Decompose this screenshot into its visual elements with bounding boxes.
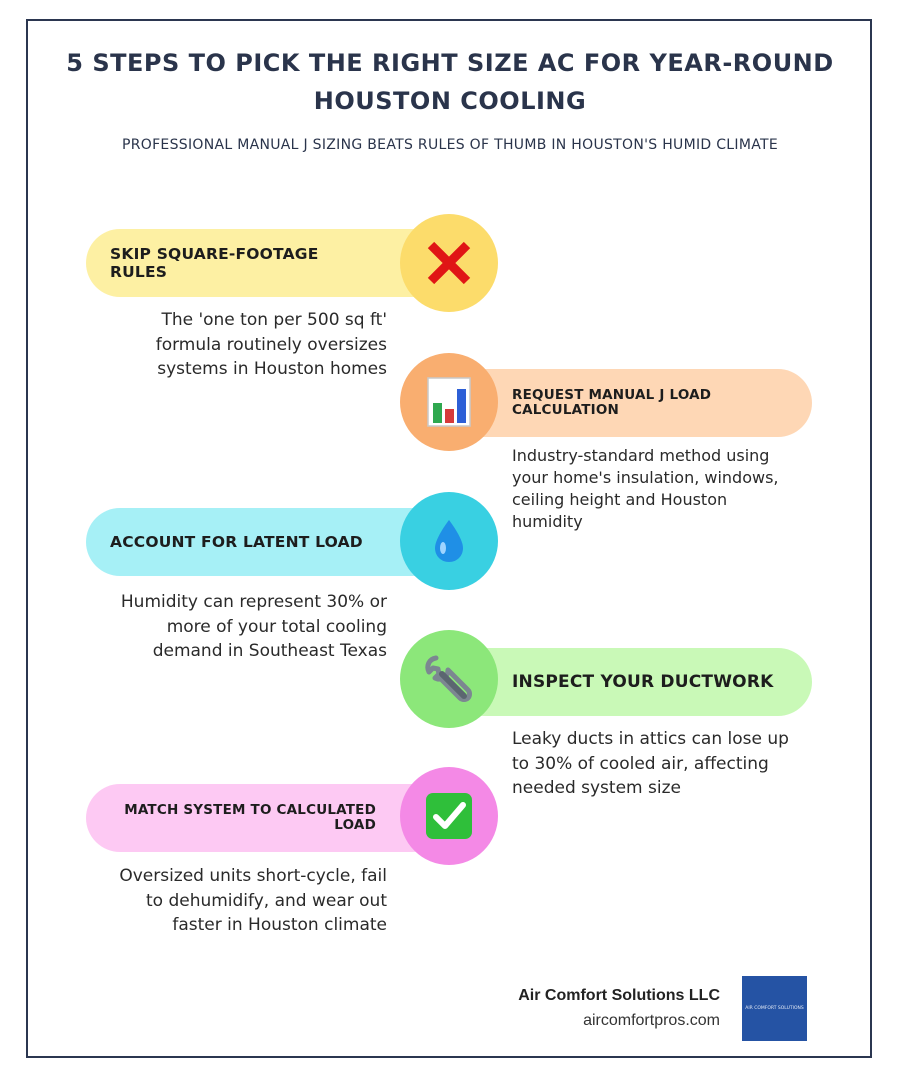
step-2-label: REQUEST MANUAL J LOAD CALCULATION (512, 387, 712, 418)
step-2-circle (400, 353, 498, 451)
step-3-description: Humidity can represent 30% or more of your total cooling demand in Southeast Texas (120, 592, 387, 661)
step-4-circle (400, 630, 498, 728)
step-4-pill (450, 648, 812, 716)
step-2-description: Industry-standard method using your home's insulation, windows, ceiling height and Houston humidity (512, 446, 779, 531)
step-3-circle (400, 492, 498, 590)
company-logo (742, 976, 807, 1041)
cross-mark-icon (423, 237, 475, 289)
step-4-description: Leaky ducts in attics can lose up to 30% of cooled air, affecting needed system size (512, 729, 789, 798)
step-4-label: INSPECT YOUR DUCTWORK (512, 672, 774, 692)
droplet-icon (432, 518, 466, 564)
step-1-description: The 'one ton per 500 sq ft' formula routinely oversizes systems in Houston homes (155, 310, 387, 379)
company-website[interactable]: aircomfortpros.com (583, 1012, 720, 1029)
page-subtitle: PROFESSIONAL MANUAL J SIZING BEATS RULES OF THUMB IN HOUSTON'S HUMID CLIMATE (121, 137, 778, 153)
step-1-circle (400, 214, 498, 312)
step-1-pill (86, 229, 446, 297)
wrench-icon (424, 654, 474, 704)
step-5-label: MATCH SYSTEM TO CALCULATED LOAD (124, 802, 376, 833)
company-logo-text: AIR COMFORT SOLUTIONS (745, 1006, 804, 1011)
step-2-pill (450, 369, 812, 437)
step-5-pill (86, 784, 446, 852)
check-mark-icon (424, 791, 474, 841)
step-1-label: SKIP SQUARE-FOOTAGE RULES (110, 245, 319, 281)
bar-chart-icon (427, 377, 471, 427)
step-5-circle (400, 767, 498, 865)
company-name: Air Comfort Solutions LLC (518, 987, 720, 1004)
page-title: 5 STEPS TO PICK THE RIGHT SIZE AC FOR YEAR-ROUND HOUSTON COOLING (66, 49, 834, 115)
step-3-pill (86, 508, 446, 576)
step-5-description: Oversized units short-cycle, fail to dehumidify, and wear out faster in Houston climate (119, 866, 387, 935)
step-3-label: ACCOUNT FOR LATENT LOAD (110, 533, 363, 551)
